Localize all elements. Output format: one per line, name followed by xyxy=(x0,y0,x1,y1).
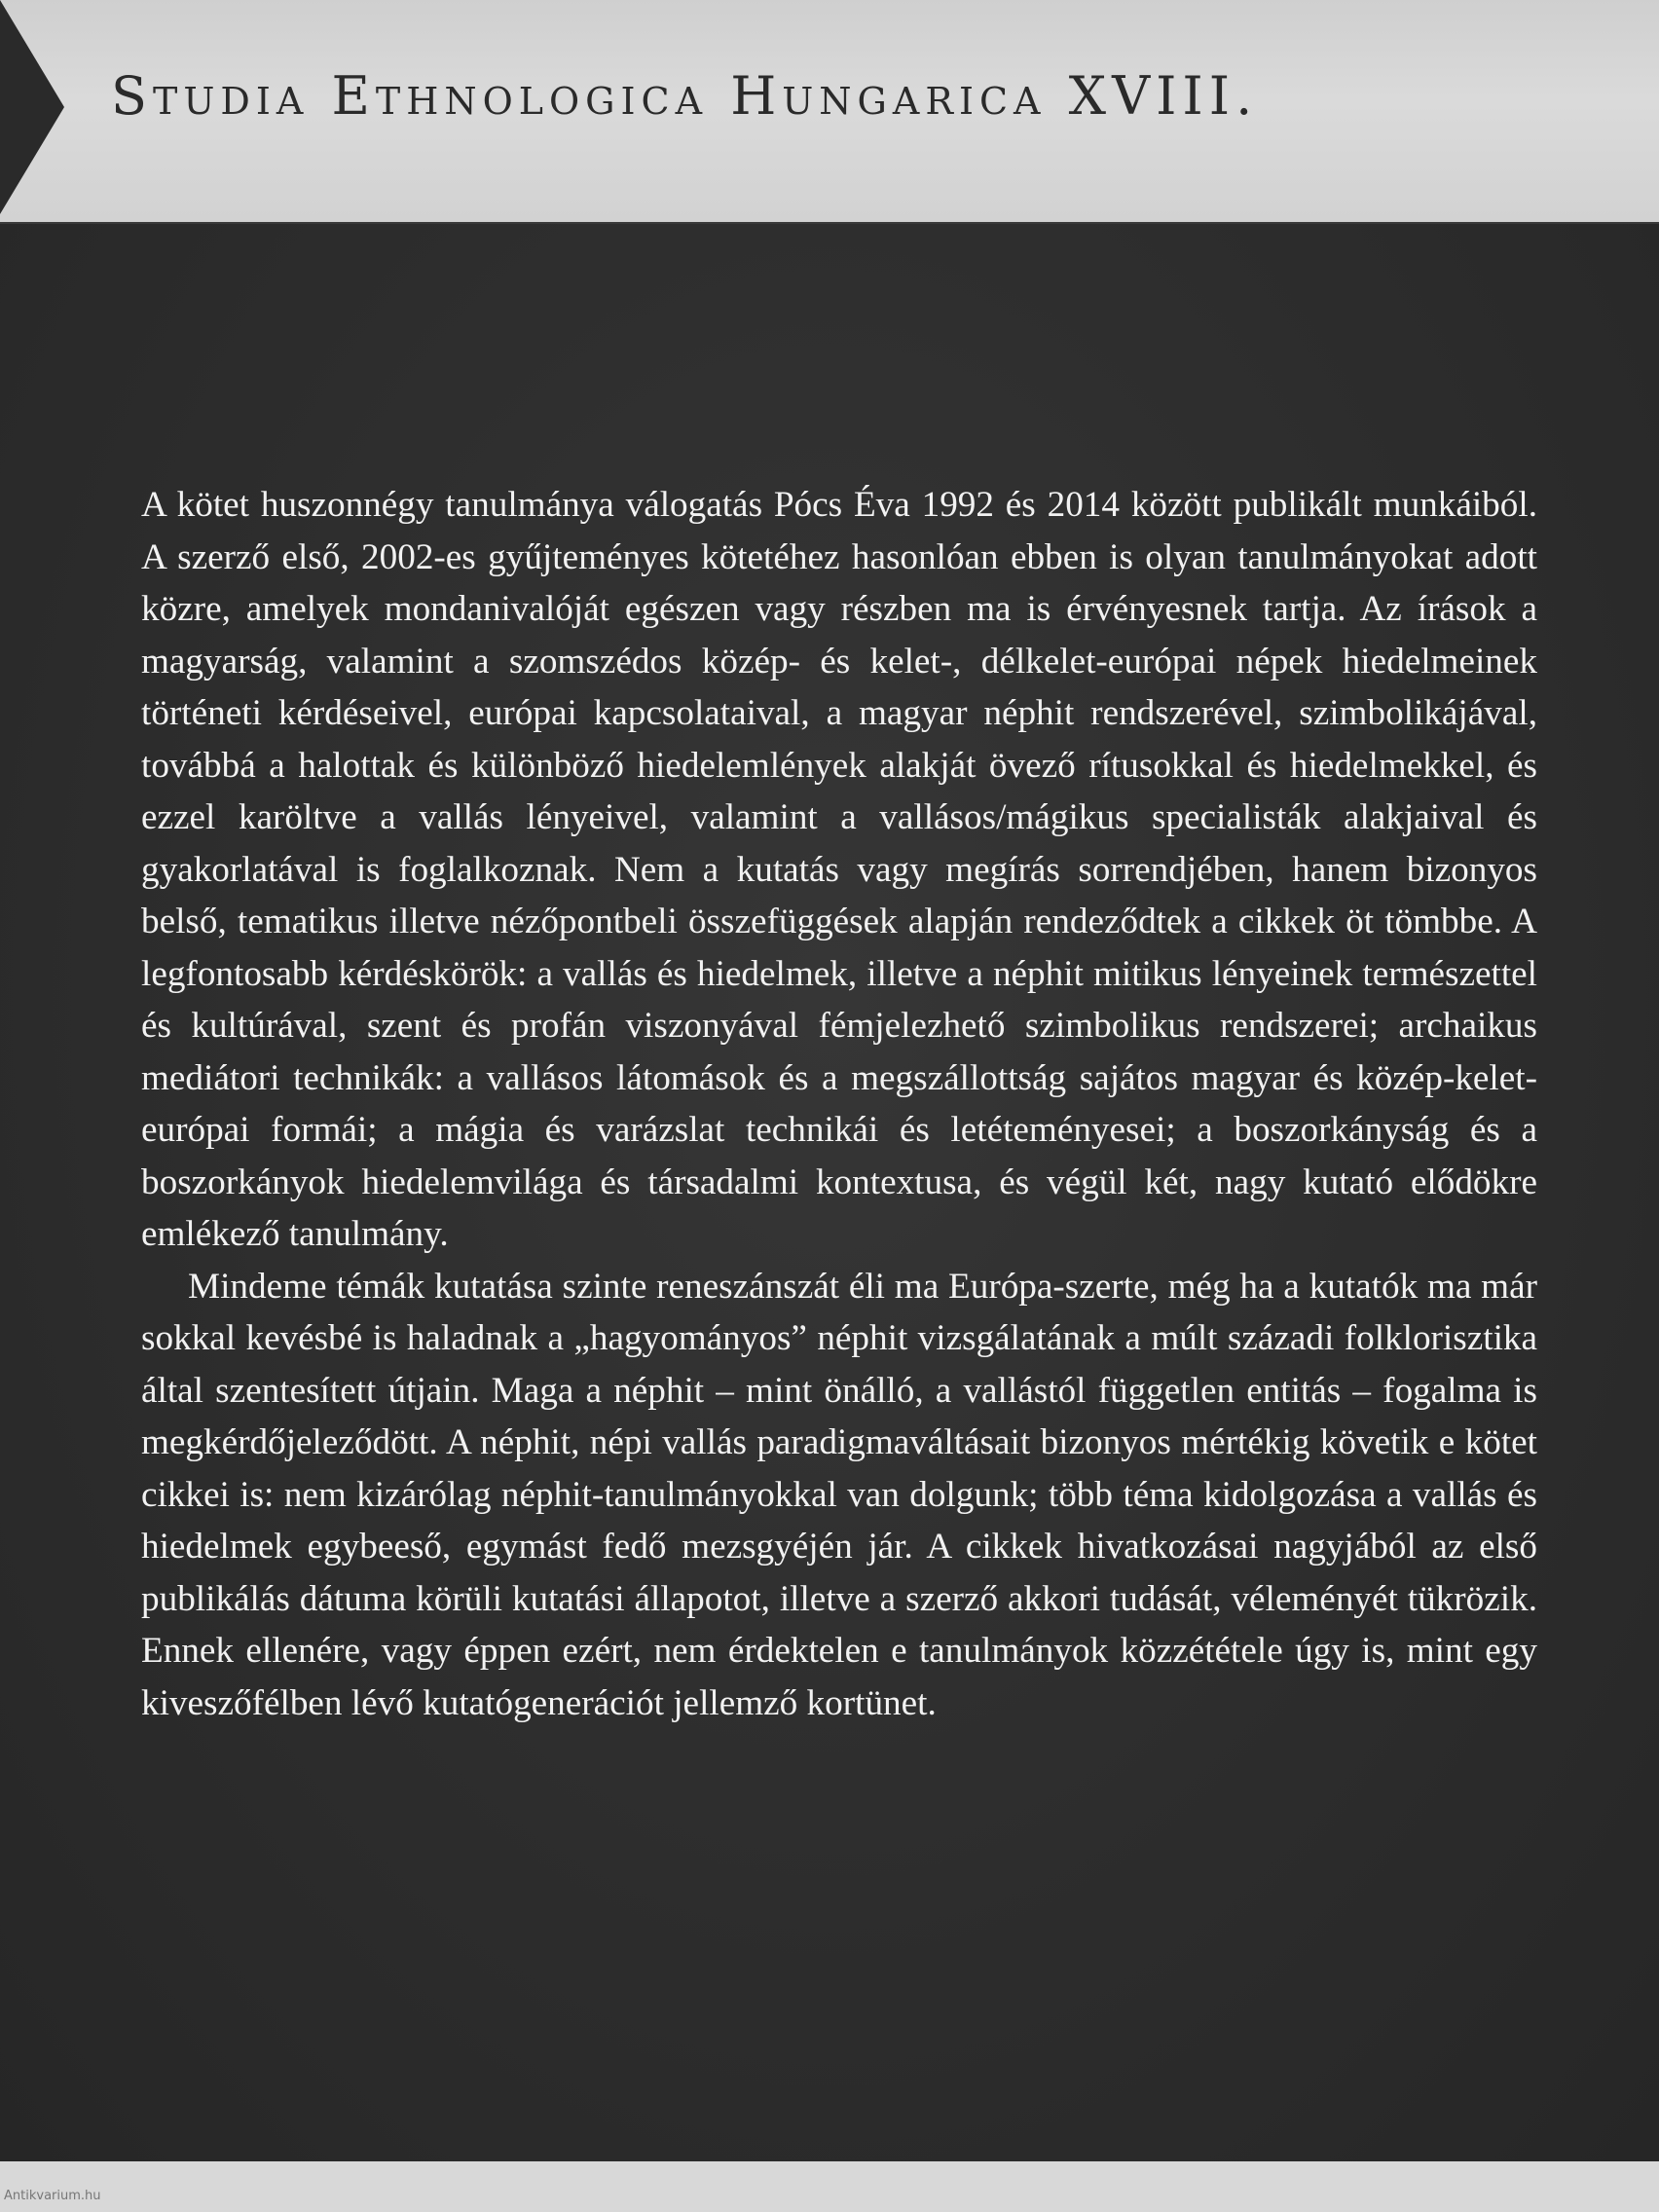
blurb-paragraph-1: A kötet huszonnégy tanulmánya válogatás Pócs Éva 1992 és 2014 között publikált munkáiból. A szerző első, 2002-es gyűjteményes kötetéhez hasonlóan ebben is olyan tanulmányokat adott közre, amelyek mondanivalóját egészen vagy részben ma is érvényesnek tartja. Az írások a magyarság, valamint a szomszédos közép- és kelet-, délkelet-európai népek hiedelmeinek történeti kérdéseivel, európai kapcsolataival, a magyar néphit rendszerével, szimbolikájával, továbbá a halottak és különböző hiedelemlények alakját övező rítusokkal és hiedelmekkel, és ezzel karöltve a vallás lényeivel, valamint a vallásos/mágikus specialisták alakjaival és gyakorlatával is foglalkoznak. Nem a kutatás vagy megírás sorrendjében, hanem bizonyos belső, tematikus illetve nézőpontbeli összefüggések alapján rendeződtek a cikkek öt tömbbe. A legfontosabb kérdéskörök: a vallás és hiedelmek, illetve a néphit mitikus lényeinek természettel és kultúrával, szent és profán viszonyával fémjelezhető szimbolikus rendszerei; archaikus mediátori technikák: a vallásos látomások és a megszállottság sajátos magyar és közép-kelet-európai formái; a mágia és varázslat technikái és letéteményesei; a boszorkányság és a boszorkányok hiedelemvilága és társadalmi kontextusa, és végül két, nagy kutató elődökre emlékező tanulmány. xyxy=(141,485,1537,1254)
blurb-text xyxy=(141,479,1537,1729)
arrow-marker-icon xyxy=(0,0,64,214)
watermark: Antikvarium.hu xyxy=(4,2189,101,2203)
blurb-paragraph-2: Mindeme témák kutatása szinte reneszánszát éli ma Európa-szerte, még ha a kutatók ma már sokkal kevésbé is haladnak a „hagyományos” néphit vizsgálatának a múlt századi folklorisztika által szentesített útjain. Maga a néphit – mint önálló, a vallástól független entitás – fogalma is megkérdőjeleződött. A néphit, népi vallás paradigmaváltásait bizonyos mértékig követik e kötet cikkei is: nem kizárólag néphit-tanulmányokkal van dolgunk; több téma kidolgozása a vallás és hiedelmek egybeeső, egymást fedő mezsgyéjén jár. A cikkek hivatkozásai nagyjából az első publikálás dátuma körüli kutatási állapotot, illetve a szerző akkori tudását, véleményét tükrözik. Ennek ellenére, vagy éppen ezért, nem érdektelen e tanulmányok közzététele úgy is, mint egy kiveszőfélben lévő kutatógenerációt jellemző kortünet. xyxy=(141,1266,1537,1723)
series-header-band xyxy=(0,0,1659,224)
bottom-strip xyxy=(0,2161,1659,2212)
series-title: Studia Ethnologica Hungarica XVIII. xyxy=(111,65,1259,127)
